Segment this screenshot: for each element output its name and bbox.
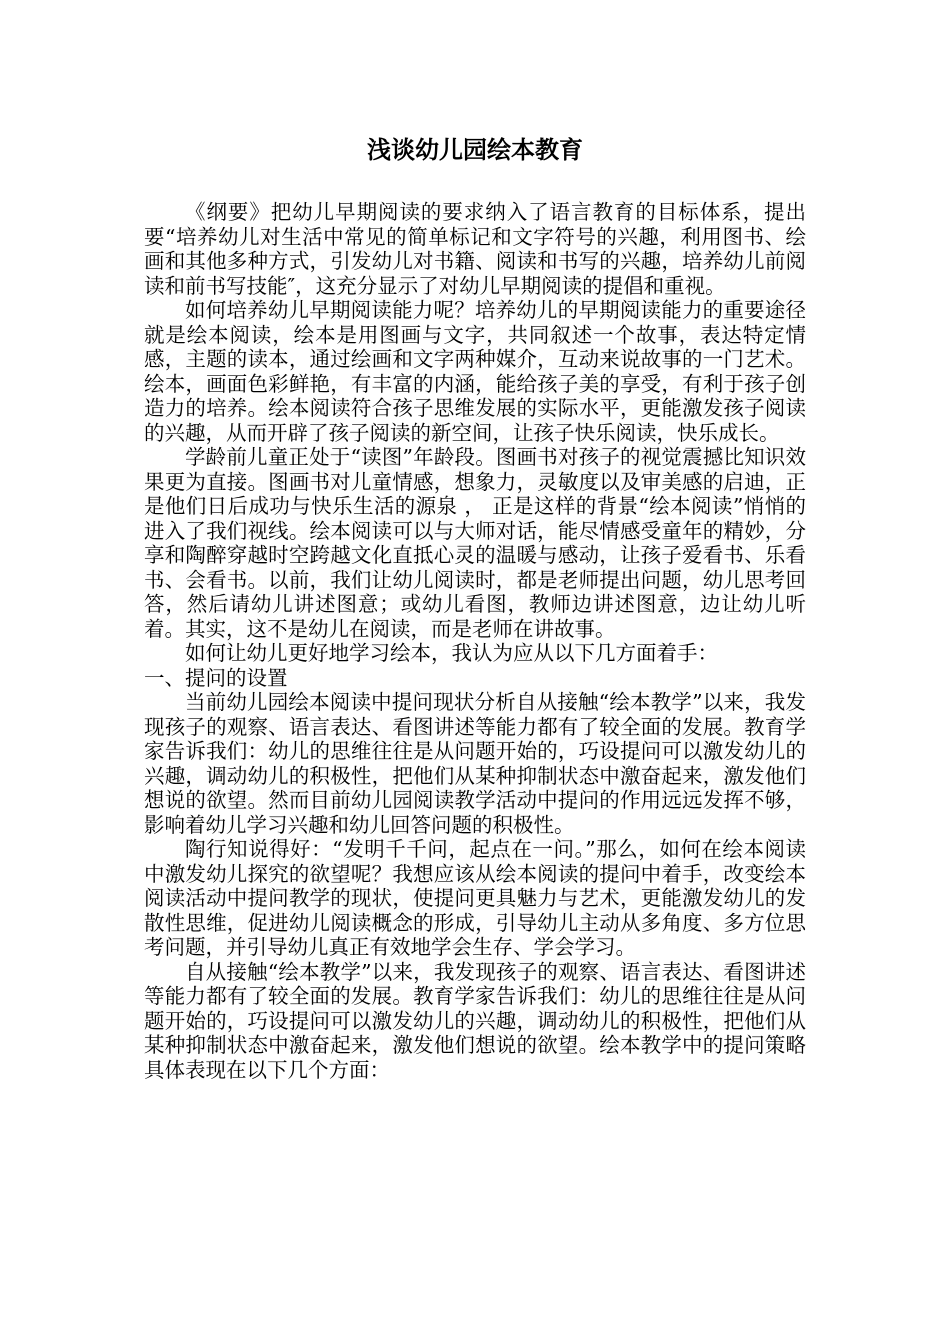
- paragraph-6: 陶行知说得好：“发明千千问，起点在一问。”那么，如何在绘本阅读中激发幼儿探究的欲望呢？我想应该从绘本阅读的提问中着手，改变绘本阅读活动中提问教学的现状，使提问更具魅力与艺术，更能激发幼儿的发散性思维，促进幼儿阅读概念的形成，引导幼儿主动从多角度、多方位思考问题，并引导幼儿真正有效地学会生存、学会学习。: [144, 837, 806, 959]
- paragraph-1: 《纲要》把幼儿早期阅读的要求纳入了语言教育的目标体系，提出要“培养幼儿对生活中常见的简单标记和文字符号的兴趣，利用图书、绘画和其他多种方式，引发幼儿对书籍、阅读和书写的兴趣，培养幼儿前阅读和前书写技能″，这充分显示了对幼儿早期阅读的提倡和重视。: [144, 200, 806, 298]
- document-body: [144, 200, 806, 1082]
- document-title: 浅谈幼儿园绘本教育: [367, 135, 583, 164]
- paragraph-7: 自从接触“绘本教学”以来，我发现孩子的观察、语言表达、看图讲述等能力都有了较全面的发展。教育学家告诉我们：幼儿的思维往往是从问题开始的，巧设提问可以激发幼儿的兴趣，调动幼儿的积极性，把他们从某种抑制状态中激奋起来，激发他们想说的欲望。绘本教学中的提问策略具体表现在以下几个方面：: [144, 959, 806, 1082]
- paragraph-3: 学龄前儿童正处于“读图”年龄段。图画书对孩子的视觉震撼比知识效果更为直接。图画书对儿童情感，想象力，灵敏度以及审美感的启迪，正是他们日后成功与快乐生活的源泉 ， 正是这样的背景“绘本阅读”悄悄的进入了我们视线。绘本阅读可以与大师对话，能尽情感受童年的精妙，分享和陶醉穿越时空跨越文化直抵心灵的温暖与感动，让孩子爱看书、乐看书、会看书。以前，我们让幼儿阅读时，都是老师提出问题，幼儿思考回答，然后请幼儿讲述图意；或幼儿看图，教师边讲述图意，边让幼儿听着。其实，这不是幼儿在阅读，而是老师在讲故事。: [144, 445, 806, 641]
- section-heading-1: 一、提问的设置: [144, 665, 288, 690]
- paragraph-2: 如何培养幼儿早期阅读能力呢？培养幼儿的早期阅读能力的重要途径就是绘本阅读，绘本是用图画与文字，共同叙述一个故事，表达特定情感，主题的读本，通过绘画和文字两种媒介，互动来说故事的一门艺术。绘本，画面色彩鲜艳，有丰富的内涵，能给孩子美的享受，有利于孩子创造力的培养。绘本阅读符合孩子思维发展的实际水平，更能激发孩子阅读的兴趣，从而开辟了孩子阅读的新空间，让孩子快乐阅读，快乐成长。: [144, 298, 806, 445]
- paragraph-5: 当前幼儿园绘本阅读中提问现状分析自从接触“绘本教学”以来，我发现孩子的观察、语言表达、看图讲述等能力都有了较全面的发展。教育学家告诉我们：幼儿的思维往往是从问题开始的，巧设提问可以激发幼儿的兴趣，调动幼儿的积极性，把他们从某种抑制状态中激奋起来，激发他们想说的欲望。然而目前幼儿园阅读教学活动中提问的作用远远发挥不够，影响着幼儿学习兴趣和幼儿回答问题的积极性。: [144, 690, 806, 837]
- paragraph-4: 如何让幼儿更好地学习绘本，我认为应从以下几方面着手：: [185, 641, 718, 665]
